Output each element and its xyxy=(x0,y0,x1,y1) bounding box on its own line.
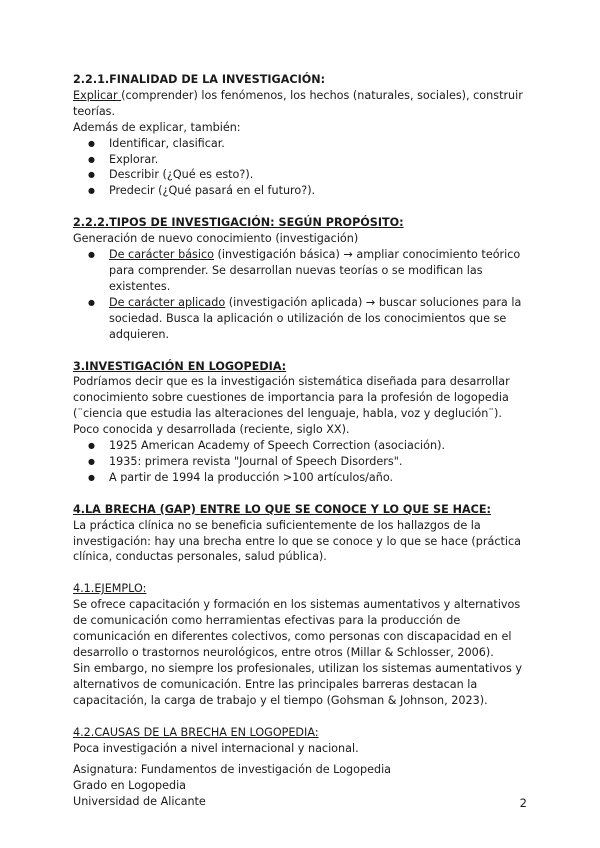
heading-4-1: 4.1.EJEMPLO: xyxy=(73,582,147,596)
paragraph-explicar: Explicar (comprender) los fenómenos, los hechos (naturales, sociales), construir teorías. xyxy=(73,88,523,118)
list-item: ● De carácter básico (investigación básica) → ampliar conocimiento teórico para comprender. Se desarrollan nuevas teorías o se modifican las existentes. xyxy=(73,247,533,295)
list-historia xyxy=(73,438,533,486)
list-item: ● 1935: primera revista "Journal of Speech Disorders". xyxy=(73,454,533,470)
list-item: ● Explorar. xyxy=(73,152,533,168)
term-basico: De carácter básico xyxy=(109,248,214,262)
paragraph-ejemplo-2: Sin embargo, no siempre los profesionales, utilizan los sistemas aumentativos y alternativos de comunicación. Entre las principales barreras destacan la capacitación, la carga de trabajo y el tiempo (Gohsman & Johnson, 2023). xyxy=(73,661,522,707)
paragraph-causas: Poca investigación a nivel internacional y nacional. xyxy=(73,741,359,755)
paragraph-ademas: Además de explicar, también: xyxy=(73,120,241,134)
term-aplicado: De carácter aplicado xyxy=(109,295,226,309)
list-item: ● De carácter aplicado (investigación aplicada) → buscar soluciones para la sociedad. Busca la aplicación o utilización de los conocimientos que se adquieren. xyxy=(73,295,533,343)
heading-4-2: 4.2.CAUSAS DE LA BRECHA EN LOGOPEDIA: xyxy=(73,725,319,739)
footer-degree: Grado en Logopedia xyxy=(73,779,187,793)
list-item: ● A partir de 1994 la producción >100 artículos/año. xyxy=(73,470,533,486)
paragraph-definicion: Podríamos decir que es la investigación sistemática diseñada para desarrollar conocimiento sobre cuestiones de importancia para la profesión de logopedia (¨ciencia que estudia las alteraciones del lenguaje, habla, voz y deglución¨). xyxy=(73,375,510,421)
heading-2-2-1: 2.2.1.FINALIDAD DE LA INVESTIGACIÓN: xyxy=(73,73,326,86)
heading-3: 3.INVESTIGACIÓN EN LOGOPEDIA: xyxy=(73,359,287,373)
heading-4: 4.LA BRECHA (GAP) ENTRE LO QUE SE CONOCE Y LO QUE SE HACE: xyxy=(73,502,491,516)
paragraph-poco-conocida: Poco conocida y desarrollada (reciente, siglo XX). xyxy=(73,423,350,437)
list-item: ● Identificar, clasificar. xyxy=(73,136,533,152)
document-page xyxy=(73,72,533,810)
list-item: ● 1925 American Academy of Speech Correction (asociación). xyxy=(73,438,533,454)
list-item: ● Describir (¿Qué es esto?). xyxy=(73,167,533,183)
paragraph-ejemplo-1: Se ofrece capacitación y formación en los sistemas aumentativos y alternativos de comunicación como herramientas efectivas para la producción de comunicación en diferentes colectivos, como personas con discapacidad en el desarrollo o trastornos neurológicos, entre otros (Millar & Schlosser, 2006). xyxy=(73,598,521,659)
list-tipos xyxy=(73,247,533,342)
footer-university: Universidad de Alicante xyxy=(73,795,206,809)
term-explicar: Explicar xyxy=(73,88,122,102)
list-item: ● Predecir (¿Qué pasará en el futuro?). xyxy=(73,183,533,199)
page-number: 2 xyxy=(519,796,527,810)
paragraph-generacion: Generación de nuevo conocimiento (investigación) xyxy=(73,232,359,246)
paragraph-brecha: La práctica clínica no se beneficia suficientemente de los hallazgos de la investigación: hay una brecha entre lo que se conoce y lo que se hace (práctica clínica, conductas personales, salud pública). xyxy=(73,518,521,564)
heading-2-2-2: 2.2.2.TIPOS DE INVESTIGACIÓN: SEGÚN PROPÓSITO: xyxy=(73,216,404,230)
footer-subject: Asignatura: Fundamentos de investigación de Logopedia xyxy=(73,763,392,777)
list-finalidad xyxy=(73,136,533,200)
